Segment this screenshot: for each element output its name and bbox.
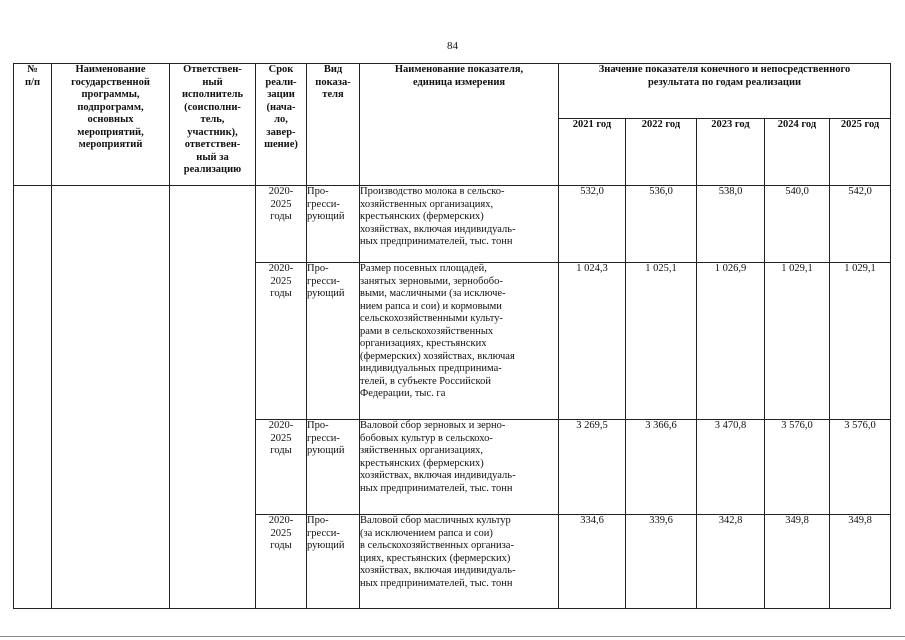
cell-indicator-name: Размер посевных площадей, занятых зерновыми, зернобобо- выми, масличными (за исключе- нием рапса и сои) и кормовыми сельскохозяйственными культу- рами в сельскохозяйственных организациях, крестьянских (фермерских) хозяйствах, включая индивидуальных предпринима- телей, в субъекте Российской Федерации, тыс. га <box>360 263 559 420</box>
cell-value: 3 470,8 <box>697 420 765 515</box>
header-year: 2022 год <box>626 119 697 186</box>
cell-term: 2020- 2025 годы <box>256 263 307 420</box>
header-indicator: Наименование показателя, единица измерения <box>360 64 559 186</box>
header-year: 2023 год <box>697 119 765 186</box>
cell-value: 542,0 <box>830 186 891 263</box>
header-row-top <box>14 64 891 119</box>
cell-term: 2020- 2025 годы <box>256 420 307 515</box>
cell-value: 339,6 <box>626 515 697 609</box>
table-row <box>14 186 891 263</box>
cell-value: 538,0 <box>697 186 765 263</box>
cell-value: 540,0 <box>765 186 830 263</box>
cell-term: 2020- 2025 годы <box>256 186 307 263</box>
cell-value: 532,0 <box>559 186 626 263</box>
cell-executor-empty <box>170 186 256 609</box>
cell-indicator-name: Производство молока в сельско- хозяйственных организациях, крестьянских (фермерских) хозяйствах, включая индивидуаль- ных предпринимателей, тыс. тонн <box>360 186 559 263</box>
cell-program-empty <box>52 186 170 609</box>
cell-value: 349,8 <box>765 515 830 609</box>
cell-kind: Про- гресси- рующий <box>307 420 360 515</box>
cell-value: 349,8 <box>830 515 891 609</box>
cell-value: 536,0 <box>626 186 697 263</box>
cell-value: 1 029,1 <box>830 263 891 420</box>
cell-value: 3 366,6 <box>626 420 697 515</box>
cell-kind: Про- гресси- рующий <box>307 186 360 263</box>
header-kind: Вид показа- теля <box>307 64 360 186</box>
cell-value: 3 576,0 <box>765 420 830 515</box>
header-year: 2021 год <box>559 119 626 186</box>
header-term: Срок реали- зации (нача- ло, завер- шение) <box>256 64 307 186</box>
cell-value: 1 026,9 <box>697 263 765 420</box>
indicators-table <box>13 63 891 609</box>
page-number: 84 <box>447 40 458 52</box>
cell-kind: Про- гресси- рующий <box>307 515 360 609</box>
header-values-group: Значение показателя конечного и непосредственного результата по годам реализации <box>559 64 891 119</box>
cell-value: 1 029,1 <box>765 263 830 420</box>
page-bottom-edge <box>0 636 905 637</box>
cell-num-empty <box>14 186 52 609</box>
cell-value: 1 024,3 <box>559 263 626 420</box>
header-program: Наименование государственной программы, подпрограмм, основных мероприятий, мероприятий <box>52 64 170 186</box>
cell-value: 3 576,0 <box>830 420 891 515</box>
header-executor: Ответствен- ный исполнитель (соисполни- тель, участник), ответствен- ный за реализацию <box>170 64 256 186</box>
cell-value: 334,6 <box>559 515 626 609</box>
header-year: 2025 год <box>830 119 891 186</box>
cell-value: 3 269,5 <box>559 420 626 515</box>
header-num: № п/п <box>14 64 52 186</box>
cell-indicator-name: Валовой сбор масличных культур (за исключением рапса и сои) в сельскохозяйственных организа- циях, крестьянских (фермерских) хозяйствах, включая индивидуаль- ных предпринимателей, тыс. тонн <box>360 515 559 609</box>
cell-indicator-name: Валовой сбор зерновых и зерно- бобовых культур в сельскохо- зяйственных организациях, крестьянских (фермерских) хозяйствах, включая индивидуаль- ных предпринимателей, тыс. тонн <box>360 420 559 515</box>
cell-value: 1 025,1 <box>626 263 697 420</box>
cell-term: 2020- 2025 годы <box>256 515 307 609</box>
cell-kind: Про- гресси- рующий <box>307 263 360 420</box>
cell-value: 342,8 <box>697 515 765 609</box>
header-year: 2024 год <box>765 119 830 186</box>
